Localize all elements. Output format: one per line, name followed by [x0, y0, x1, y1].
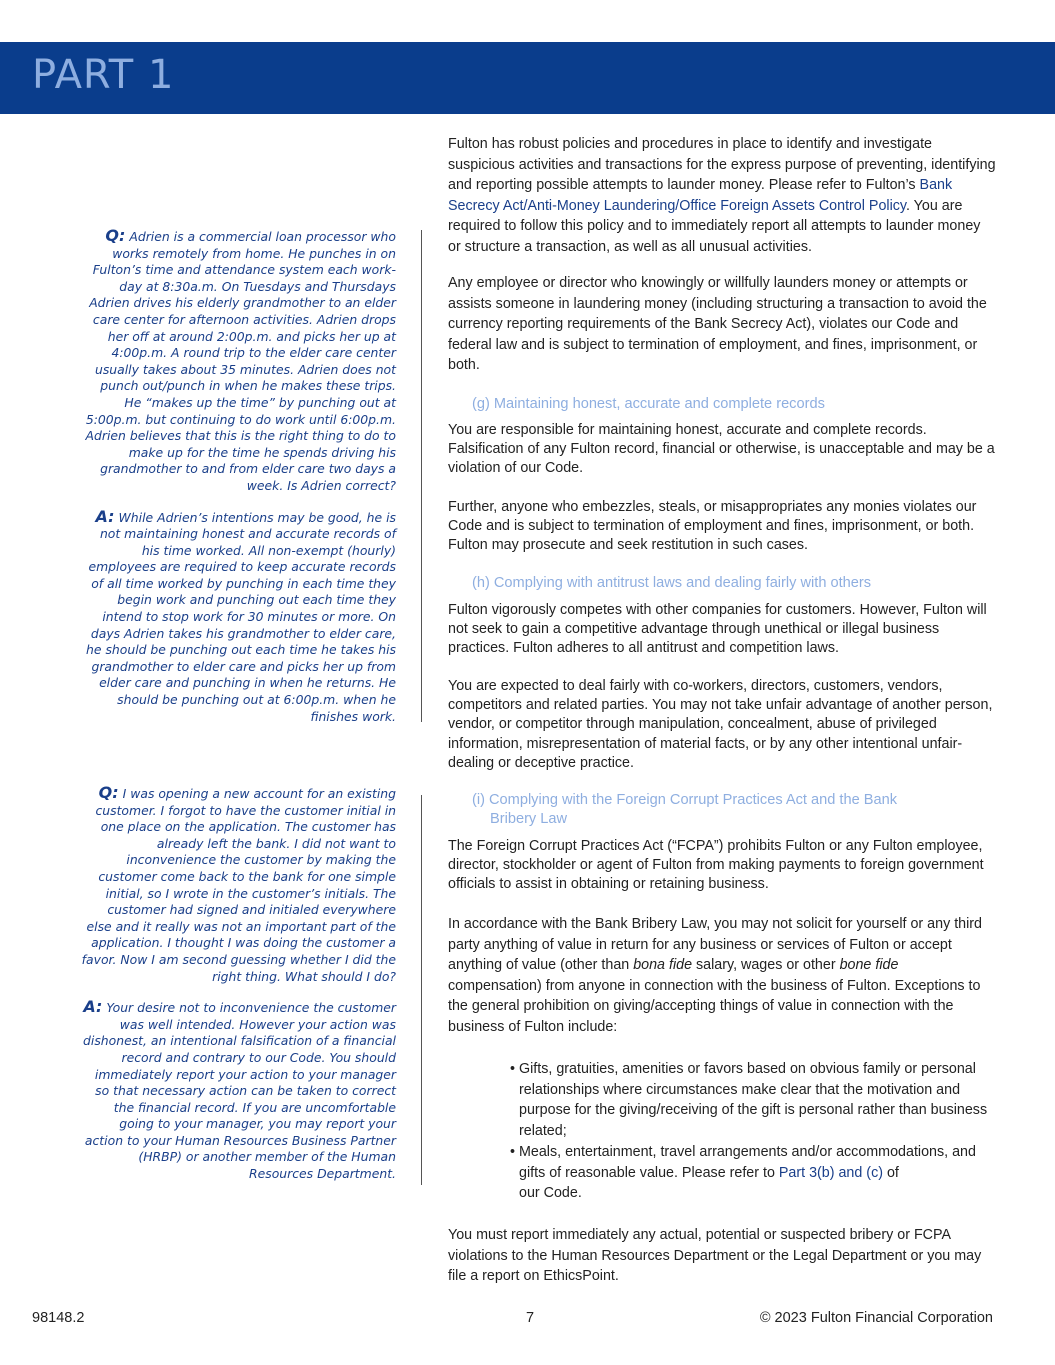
footer-page-number: 7: [526, 1310, 535, 1326]
question-text: I was opening a new account for an existing customer. I forgot to have the customer initial in one place on the application. The customer has already left the bank. I did not want to inconvenience the customer by making the customer come back to the bank for one simple initial, so I wrote in the customer’s initials. The customer had signed and initialed everywhere else and it really was not an important part of the application. I thought I was doing the customer a favor. Now I am second guessing whether I did the right thing. What should I do?: [81, 786, 396, 984]
paragraph-text: The Foreign Corrupt Practices Act (“FCPA”) prohibits Fulton or any Fulton employee, director, stockholder or agent of Fulton from making payments to foreign government officials to assist in obtaining or retaining business.: [448, 838, 984, 893]
header-banner: [0, 42, 1055, 114]
paragraph-text: You must report immediately any actual, potential or suspected bribery or FCPA violations to the Human Resources Department or the Legal Department or you may file a report on EthicsPoint.: [448, 1227, 982, 1285]
list-item-text-part: our Code.: [519, 1185, 582, 1202]
heading-line-2: Bribery Law: [490, 811, 568, 827]
list-item: [510, 1142, 996, 1204]
question-2: [80, 785, 396, 985]
bsa-aml-policy-link[interactable]: Bank Secrecy Act/Anti-Money Laundering/Office Foreign Assets Control Policy: [448, 177, 953, 214]
answer-label: A:: [83, 997, 103, 1017]
paragraph-text: You are responsible for maintaining honest, accurate and complete records. Falsification of any Fulton record, financial or otherwise, is unacceptable and may be a violation of our Code.: [448, 422, 995, 477]
paragraph-fair-dealing: [448, 677, 996, 773]
answer-2: [80, 999, 396, 1183]
sidebar-divider-1: [421, 230, 422, 722]
footer-copyright: © 2023 Fulton Financial Corporation: [759, 1310, 993, 1326]
answer-label: A:: [95, 506, 115, 526]
part-3-link[interactable]: Part 3(b) and (c): [778, 1164, 883, 1181]
paragraph-text: Further, anyone who embezzles, steals, or misappropriates any monies violates our Code and is subject to termination of employment and fines, imprisonment, or both. Fulton may prosecute and seek restitution in such cases.: [448, 499, 977, 554]
emphasis-text: bone fide: [839, 957, 899, 974]
list-item-text: [519, 1142, 996, 1204]
list-item-text-part: of: [882, 1164, 899, 1181]
qa-block-2: [80, 785, 396, 1183]
answer-1: [80, 506, 396, 726]
heading-line-1: (i) Complying with the Foreign Corrupt Practices Act and the Bank: [472, 792, 898, 808]
paragraph-fcpa: [448, 837, 996, 895]
paragraph-text: Fulton has robust policies and procedures in place to identify and investigate suspicious activities and transactions for the express purpose of preventing, identifying and reporting possible attempts to launder money. Please refer to Fulton’s: [448, 136, 996, 194]
paragraph-embezzle: [448, 498, 996, 556]
paragraph-bank-bribery: [448, 914, 996, 1038]
paragraph-text: Fulton vigorously competes with other companies for customers. However, Fulton will not seek to gain a competitive advantage through unethical or illegal business practices. Fulton adheres to all antitrust and competition laws.: [448, 602, 987, 657]
paragraph-antitrust: [448, 601, 996, 659]
footer-doc-number: 98148.2: [32, 1310, 85, 1326]
answer-text: While Adrien’s intentions may be good, he is not maintaining honest and accurate records of his time worked. All non-exempt (hourly) employees are required to keep accurate records of all time worked by punching in each time they begin work and punching out each time they intend to stop work for 30 minutes or more. On days Adrien takes his grandmother to elder care, he should be punching out each time he takes his grandmother to elder care and picks her up from elder care and punching in when he returns. He should be punching out at 6:00p.m. when he finishes work.: [86, 509, 396, 724]
paragraph-laundering: [448, 273, 996, 376]
page-title: PART 1: [32, 52, 175, 98]
list-item-text-part: Meals, entertainment, travel arrangements and/or accommodations, and gifts of reasonable value. Please refer to: [519, 1144, 976, 1181]
bullet-icon: •: [510, 1061, 516, 1077]
list-item-text: Gifts, gratuities, amenities or favors based on obvious family or personal relationships where circumstances make clear that the motivation and purpose for the giving/receiving of the gift is personal rather than business related;: [519, 1061, 988, 1139]
section-heading-h: (h) Complying with antitrust laws and dealing fairly with others: [472, 575, 872, 591]
paragraph-aml-policy: [448, 134, 996, 258]
paragraph-text: In accordance with the Bank Bribery Law, you may not solicit for yourself or any third party anything of value in return for any business or services of Fulton or accept anything of value (other than: [448, 916, 983, 974]
paragraph-text: . You are required to follow this policy and to immediately report all attempts to launder money or structure a transaction, as well as all unusual activities.: [448, 197, 981, 255]
question-text: Adrien is a commercial loan processor who works remotely from home. He punches in on Fulton’s time and attendance system each work-day at 8:30a.m. On Tuesdays and Thursdays Adrien drives his elderly grandmother to an elder care center for afternoon activities. Adrien drops her off at around 2:00p.m. and picks her up at 4:00p.m. A round trip to the elder care center usually takes about 35 minutes. Adrien does not punch out/punch in when he makes these trips. He “makes up the time” by punching out at 5:00p.m. but continuing to do work until 6:00p.m. Adrien believes that this is the right thing to do to make up for the time he spends driving his grandmother to and from elder care two days a week. Is Adrien correct?: [85, 229, 396, 493]
sidebar-divider-2: [421, 795, 422, 1185]
question-label: Q:: [98, 783, 119, 802]
answer-text: Your desire not to inconvenience the customer was well intended. However your action was dishonest, an intentional falsification of a financial record and contrary to our Code. You should immediately report your action to your manager so that necessary action can be taken to correct the financial record. If you are uncomfortable going to your manager, you may report your action to your Human Resources Business Partner (HRBP) or another member of the Human Resources Department.: [83, 1000, 396, 1182]
bullet-icon: •: [510, 1144, 516, 1160]
paragraph-text: compensation) from anyone in connection with the business of Fulton. Exceptions to the general prohibition on giving/accepting things of value in connection with the business of Fulton include:: [448, 977, 981, 1035]
section-heading-g: (g) Maintaining honest, accurate and complete records: [472, 396, 825, 412]
question-label: Q:: [105, 226, 126, 245]
paragraph-report: [448, 1225, 996, 1287]
paragraph-text: salary, wages or other: [692, 957, 840, 974]
emphasis-text: bona fide: [633, 957, 693, 974]
question-1: [80, 228, 396, 495]
qa-block-1: [80, 228, 396, 725]
paragraph-text: You are expected to deal fairly with co-workers, directors, customers, vendors, competitors and related parties. You may not take unfair advantage of another person, vendor, or competitor through manipulation, concealment, abuse of privileged information, misrepresentation of material facts, or by any other intentional unfair-dealing or deceptive practice.: [448, 678, 993, 771]
list-item: [510, 1059, 996, 1141]
paragraph-text: Any employee or director who knowingly or willfully launders money or attempts or assists someone in laundering money (including structuring a transaction to avoid the currency reporting requirements of the Bank Secrecy Act), violates our Code and federal law and is subject to termination of employment, and fines, imprisonment, or both.: [448, 275, 987, 374]
paragraph-records: [448, 421, 996, 479]
section-heading-i: [472, 791, 897, 829]
